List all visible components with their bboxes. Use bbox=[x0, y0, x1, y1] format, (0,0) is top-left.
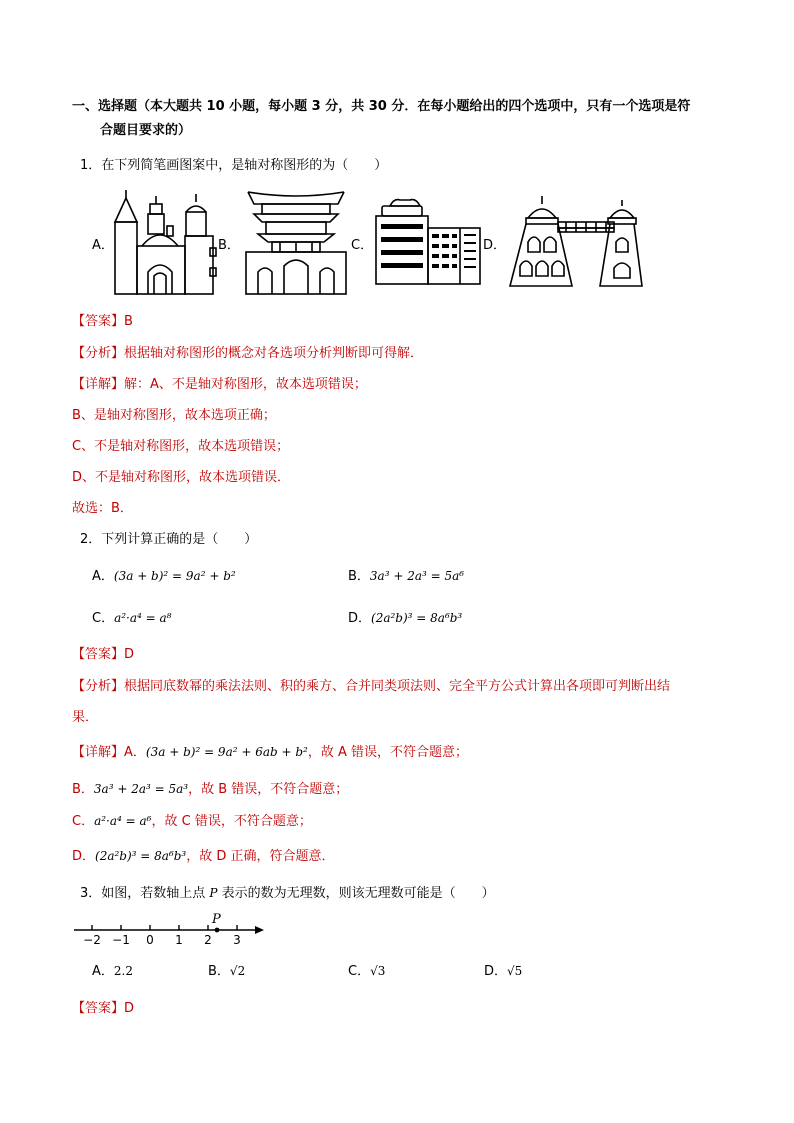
q2-option-d bbox=[348, 609, 462, 628]
q2-stem: 2．下列计算正确的是（ ） bbox=[80, 532, 258, 547]
q3-option-d-value: √5 bbox=[507, 964, 523, 978]
q2-analysis-l1: 根据同底数幂的乘法法则、积的乘方、合并同类项法则、完全平方公式计算出各项即可判断出结 bbox=[124, 679, 671, 694]
q1-detail-c: C、不是轴对称图形，故本选项错误； bbox=[72, 439, 290, 454]
q2-option-d-label: D． bbox=[348, 611, 372, 626]
q2-analysis bbox=[72, 678, 670, 696]
q3-tick-label: 3 bbox=[233, 933, 241, 947]
q3-option-a bbox=[92, 962, 133, 981]
q2-detail-a bbox=[72, 743, 468, 762]
q2-answer: 【答案】D bbox=[72, 647, 135, 662]
q3-option-b-value: √2 bbox=[229, 964, 246, 978]
q2-option-a bbox=[92, 567, 236, 586]
q3-stem-post: 表示的数为无理数，则该无理数可能是（ ） bbox=[217, 886, 495, 901]
q2-option-a-label: A． bbox=[92, 569, 114, 584]
q3-option-c bbox=[348, 962, 385, 981]
q3-tick-label: 0 bbox=[146, 933, 154, 947]
q1-figure-d-bridge-towers bbox=[506, 196, 646, 290]
q2-detail-b-text: ，故 B 错误，不符合题意； bbox=[188, 782, 349, 797]
q2-detail-b-formula: 3a³ + 2a³ = 5a³ bbox=[93, 782, 189, 796]
q2-analysis-l2: 果． bbox=[72, 710, 99, 725]
q3-option-d-label: D． bbox=[484, 964, 508, 979]
q3-tick-label: −1 bbox=[112, 933, 130, 947]
q3-stem-pre: 3．如图，若数轴上点 bbox=[80, 886, 210, 901]
q2-option-b bbox=[348, 567, 464, 586]
q3-number-line bbox=[72, 910, 268, 948]
q3-option-c-value: √3 bbox=[370, 964, 386, 978]
q3-tick-label: −2 bbox=[83, 933, 101, 947]
q3-axis-arrow bbox=[255, 926, 264, 934]
q2-detail-c-label: C． bbox=[72, 814, 95, 829]
q1-analysis-text: 根据轴对称图形的概念对各选项分析判断即可得解． bbox=[124, 346, 424, 361]
q1-figure-c-office-building bbox=[372, 196, 482, 286]
q3-option-a-value: 2.2 bbox=[113, 964, 133, 978]
q2-detail-d-text: ，故 D 正确，符合题意． bbox=[186, 849, 335, 864]
section-heading-line2: 合题目要求的） bbox=[100, 123, 192, 138]
q2-detail-d-label: D． bbox=[72, 849, 96, 864]
q1-detail bbox=[72, 376, 367, 394]
q1-figure-b-gate-tower bbox=[244, 190, 348, 296]
q2-detail-tag: 【详解】 bbox=[72, 745, 125, 760]
q2-detail-a-label: A． bbox=[124, 745, 146, 760]
q3-option-d bbox=[484, 962, 522, 981]
q2-detail-a-text: ，故 A 错误，不符合题意； bbox=[307, 745, 469, 760]
q1-detail-tag: 【详解】 bbox=[72, 377, 125, 392]
q2-detail-b bbox=[72, 780, 348, 799]
q2-analysis-tag: 【分析】 bbox=[72, 679, 125, 694]
q1-analysis-tag: 【分析】 bbox=[72, 346, 125, 361]
q1-stem: 1．在下列简笔画图案中，是轴对称图形的为（ ） bbox=[80, 158, 388, 173]
q3-option-b bbox=[208, 962, 245, 981]
q2-detail-c bbox=[72, 812, 312, 831]
q3-option-c-label: C． bbox=[348, 964, 371, 979]
q3-tick-label: 1 bbox=[175, 933, 183, 947]
q2-option-d-formula: (2a²b)³ = 8a⁶b³ bbox=[371, 611, 463, 625]
q2-option-c-formula: a²·a⁴ = a⁸ bbox=[114, 611, 172, 625]
q1-figure-a-castle bbox=[112, 190, 220, 296]
q3-option-b-label: B． bbox=[208, 964, 230, 979]
q3-point-p-label: P bbox=[212, 912, 221, 927]
q3-point-p-dot bbox=[215, 928, 220, 933]
q1-option-a-label: A． bbox=[92, 238, 114, 253]
q3-option-a-label: A． bbox=[92, 964, 114, 979]
q2-option-b-label: B． bbox=[348, 569, 370, 584]
q2-option-c-label: C． bbox=[92, 611, 115, 626]
section-heading-line1: 一、选择题（本大题共 10 小题，每小题 3 分，共 30 分．在每小题给出的四个选项中，只有一个选项是符 bbox=[72, 99, 691, 114]
q1-option-b-label: B． bbox=[218, 238, 240, 253]
q3-answer: 【答案】D bbox=[72, 1001, 135, 1016]
q1-option-d-label: D． bbox=[483, 238, 507, 253]
q2-detail-a-formula: (3a + b)² = 9a² + 6ab + b² bbox=[145, 745, 308, 759]
q2-option-b-formula: 3a³ + 2a³ = 5a⁶ bbox=[369, 569, 465, 583]
q2-detail-d-formula: (2a²b)³ = 8a⁶b³ bbox=[95, 849, 187, 863]
q3-stem bbox=[80, 884, 495, 903]
q3-stem-point: P bbox=[209, 886, 218, 900]
q2-detail-c-formula: a²·a⁴ = a⁶ bbox=[94, 814, 152, 828]
q2-option-c bbox=[92, 609, 171, 628]
q1-detail-d: D、不是轴对称图形，故本选项错误． bbox=[72, 470, 291, 485]
q2-detail-c-text: ，故 C 错误，不符合题意； bbox=[151, 814, 312, 829]
q2-detail-d bbox=[72, 847, 335, 866]
q2-option-a-formula: (3a + b)² = 9a² + b² bbox=[113, 569, 236, 583]
q1-option-c-label: C． bbox=[351, 238, 374, 253]
q1-analysis bbox=[72, 345, 423, 363]
q1-answer: 【答案】B bbox=[72, 314, 133, 329]
q1-choose: 故选：B． bbox=[72, 501, 133, 516]
q1-detail-b: B、是轴对称图形，故本选项正确； bbox=[72, 408, 276, 423]
q3-tick-label: 2 bbox=[204, 933, 212, 947]
q1-detail-a: 解：A、不是轴对称图形，故本选项错误； bbox=[124, 377, 367, 392]
q2-detail-b-label: B． bbox=[72, 782, 94, 797]
